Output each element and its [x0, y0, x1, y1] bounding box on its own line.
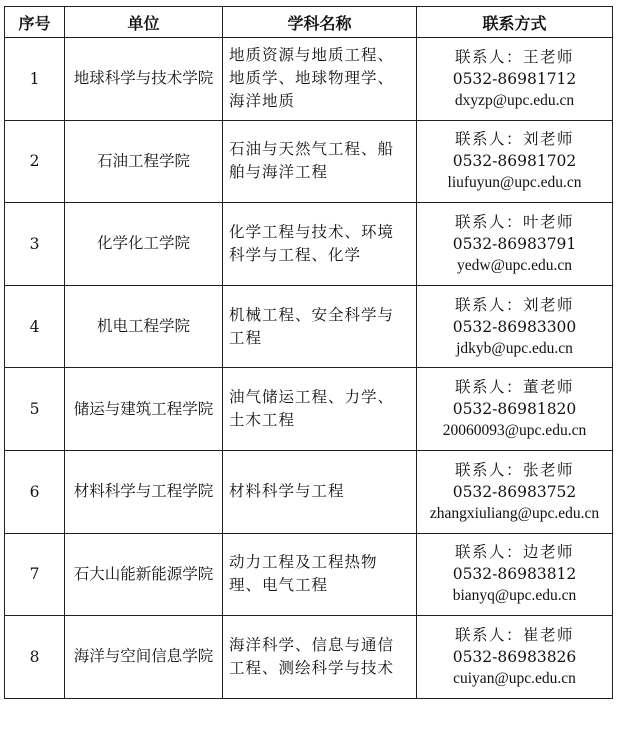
contact-email: liufuyun@upc.edu.cn	[447, 174, 582, 192]
contact-phone: 0532-86983752	[452, 482, 577, 501]
row-num: 5	[5, 368, 65, 451]
contact-person: 联系人：刘老师	[454, 130, 574, 149]
contact-phone: 0532-86981820	[452, 400, 577, 419]
row-num: 1	[5, 38, 65, 121]
row-unit: 化学化工学院	[65, 203, 223, 286]
contact-person: 联系人：边老师	[454, 543, 574, 562]
header-row	[5, 7, 613, 38]
table-row	[5, 203, 613, 286]
row-unit: 机电工程学院	[65, 285, 223, 368]
contact-email: jdkyb@upc.edu.cn	[456, 339, 573, 357]
row-num: 3	[5, 203, 65, 286]
contact-phone: 0532-86983812	[452, 565, 577, 584]
row-unit: 海洋与空间信息学院	[65, 616, 223, 699]
contact-email: zhangxiuliang@upc.edu.cn	[429, 504, 600, 522]
row-subject: 化学工程与技术、环境科学与工程、化学	[223, 203, 417, 286]
row-contact	[417, 203, 613, 286]
contact-person: 联系人：刘老师	[454, 295, 574, 314]
row-num: 6	[5, 450, 65, 533]
row-subject: 海洋科学、信息与通信工程、测绘科学与技术	[223, 616, 417, 699]
row-unit: 地球科学与技术学院	[65, 38, 223, 121]
contact-phone: 0532-86983791	[452, 234, 577, 253]
row-unit: 材料科学与工程学院	[65, 450, 223, 533]
row-contact	[417, 38, 613, 121]
row-unit: 石油工程学院	[65, 120, 223, 203]
header-num: 序号	[5, 7, 65, 38]
row-subject: 材料科学与工程	[223, 450, 417, 533]
contact-person: 联系人：张老师	[454, 460, 574, 479]
table-row	[5, 285, 613, 368]
contact-person: 联系人：崔老师	[454, 625, 574, 644]
row-contact	[417, 120, 613, 203]
row-contact	[417, 450, 613, 533]
contact-phone: 0532-86981712	[452, 69, 577, 88]
row-subject: 地质资源与地质工程、地质学、地球物理学、海洋地质	[223, 38, 417, 121]
header-unit: 单位	[65, 7, 223, 38]
row-unit: 石大山能新能源学院	[65, 533, 223, 616]
contact-phone: 0532-86983826	[452, 647, 577, 666]
row-num: 7	[5, 533, 65, 616]
row-subject: 油气储运工程、力学、土木工程	[223, 368, 417, 451]
contact-email: dxyzp@upc.edu.cn	[454, 91, 575, 109]
contact-email: bianyq@upc.edu.cn	[452, 587, 577, 605]
row-num: 8	[5, 616, 65, 699]
table-row	[5, 450, 613, 533]
contact-person: 联系人：王老师	[454, 47, 574, 66]
contact-email: cuiyan@upc.edu.cn	[453, 669, 576, 687]
row-contact	[417, 616, 613, 699]
row-subject: 动力工程及工程热物理、电气工程	[223, 533, 417, 616]
row-unit: 储运与建筑工程学院	[65, 368, 223, 451]
row-contact	[417, 285, 613, 368]
table-row	[5, 38, 613, 121]
row-num: 2	[5, 120, 65, 203]
table-row	[5, 616, 613, 699]
contact-phone: 0532-86981702	[452, 152, 577, 171]
table-row	[5, 120, 613, 203]
table-row	[5, 533, 613, 616]
row-subject: 石油与天然气工程、船舶与海洋工程	[223, 120, 417, 203]
table-row	[5, 368, 613, 451]
contact-table	[4, 6, 613, 699]
row-contact	[417, 533, 613, 616]
row-contact	[417, 368, 613, 451]
row-subject: 机械工程、安全科学与工程	[223, 285, 417, 368]
contact-phone: 0532-86983300	[452, 317, 577, 336]
row-num: 4	[5, 285, 65, 368]
header-subject: 学科名称	[223, 7, 417, 38]
header-contact: 联系方式	[417, 7, 613, 38]
contact-person: 联系人：董老师	[454, 378, 574, 397]
contact-email: yedw@upc.edu.cn	[457, 256, 572, 274]
contact-email: 20060093@upc.edu.cn	[442, 422, 587, 440]
contact-person: 联系人：叶老师	[454, 212, 574, 231]
